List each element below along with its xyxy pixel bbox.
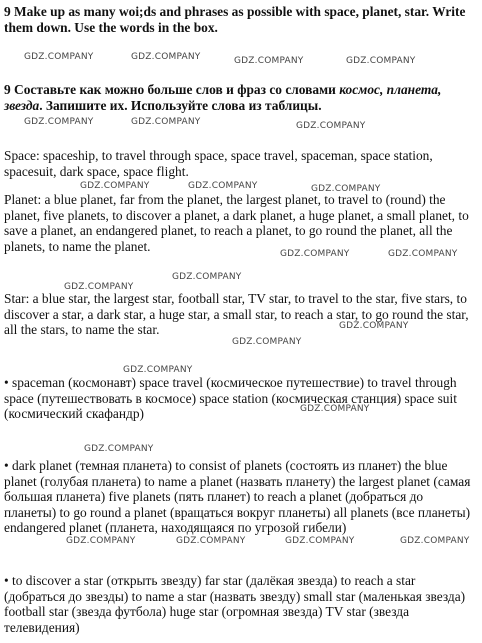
watermark: GDZ.COMPANY — [64, 282, 134, 292]
watermark: GDZ.COMPANY — [66, 536, 136, 546]
answer-space: Space: spaceship, to travel through space, space travel, spaceman, space station, spacesuit, dark space, space flight. — [4, 148, 433, 179]
answer-star: Star: a blue star, the largest star, football star, TV star, to travel to the star, five stars, to discover a star, a dark star, a huge star, a small star, to reach a star, to go round the star, all the stars, to name the star. — [4, 291, 469, 338]
watermark: GDZ.COMPANY — [232, 337, 302, 347]
watermark: GDZ.COMPANY — [300, 404, 370, 414]
watermark: GDZ.COMPANY — [346, 56, 416, 66]
watermark: GDZ.COMPANY — [388, 249, 458, 259]
exercise-heading-en: 9 Make up as many woi;ds and phrases as possible with space, planet, star. Write them down. Use the words in the box. — [4, 4, 466, 35]
watermark: GDZ.COMPANY — [24, 52, 94, 62]
answer-planet: Planet: a blue planet, far from the planet, the largest planet, to travel to (round) the planet, five planets, to discover a planet, a dark planet, a huge planet, a small planet, to save a planet, an endangered planet, to reach a planet, to go round the planet, all the planets, to name the planet. — [4, 192, 469, 254]
exercise-heading-ru — [4, 82, 478, 113]
exercise-ru-part1: 9 Составьте как можно больше слов и фраз со словами — [4, 82, 340, 97]
watermark: GDZ.COMPANY — [131, 117, 201, 127]
watermark: GDZ.COMPANY — [123, 365, 193, 375]
watermark: GDZ.COMPANY — [234, 56, 304, 66]
translation-star: • to discover a star (открыть звезду) far star (далёкая звезда) to reach a star (добраться до звезды) to name a star (назвать звезду) small star (маленькая звезда) football star (звезда футбола) huge star (огромная звезда) TV star (звезда телевидения) — [4, 573, 466, 635]
exercise-ru-italic-words: космос, планета, звезда — [4, 82, 442, 113]
watermark: GDZ.COMPANY — [84, 444, 154, 454]
translation-planet: • dark planet (темная планета) to consist of planets (состоять из планет) the blue planet (голубая планета) to name a planet (назвать планету) the largest planet (самая большая планета) five planets (пять планет) to reach a planet (добраться до планеты) to go round a planet (вращаться вокруг планеты) all planets (все планеты) endangered planet (планета, находящаяся по угрозой гибели) — [4, 458, 471, 536]
watermark: GDZ.COMPANY — [400, 536, 470, 546]
watermark: GDZ.COMPANY — [188, 181, 258, 191]
watermark: GDZ.COMPANY — [176, 536, 246, 546]
watermark: GDZ.COMPANY — [311, 184, 381, 194]
watermark: GDZ.COMPANY — [280, 249, 350, 259]
watermark: GDZ.COMPANY — [24, 117, 94, 127]
watermark: GDZ.COMPANY — [131, 52, 201, 62]
watermark: GDZ.COMPANY — [285, 536, 355, 546]
watermark: GDZ.COMPANY — [80, 181, 150, 191]
watermark: GDZ.COMPANY — [296, 121, 366, 131]
exercise-ru-part2: . Запишите их. Используйте слова из таблицы. — [39, 97, 322, 113]
translation-space: • spaceman (космонавт) space travel (космическое путешествие) to travel through space (путешествовать в космосе) space station (космическая станция) space suit (космический скафандр) — [4, 375, 457, 422]
watermark: GDZ.COMPANY — [339, 321, 409, 331]
watermark: GDZ.COMPANY — [172, 272, 242, 282]
